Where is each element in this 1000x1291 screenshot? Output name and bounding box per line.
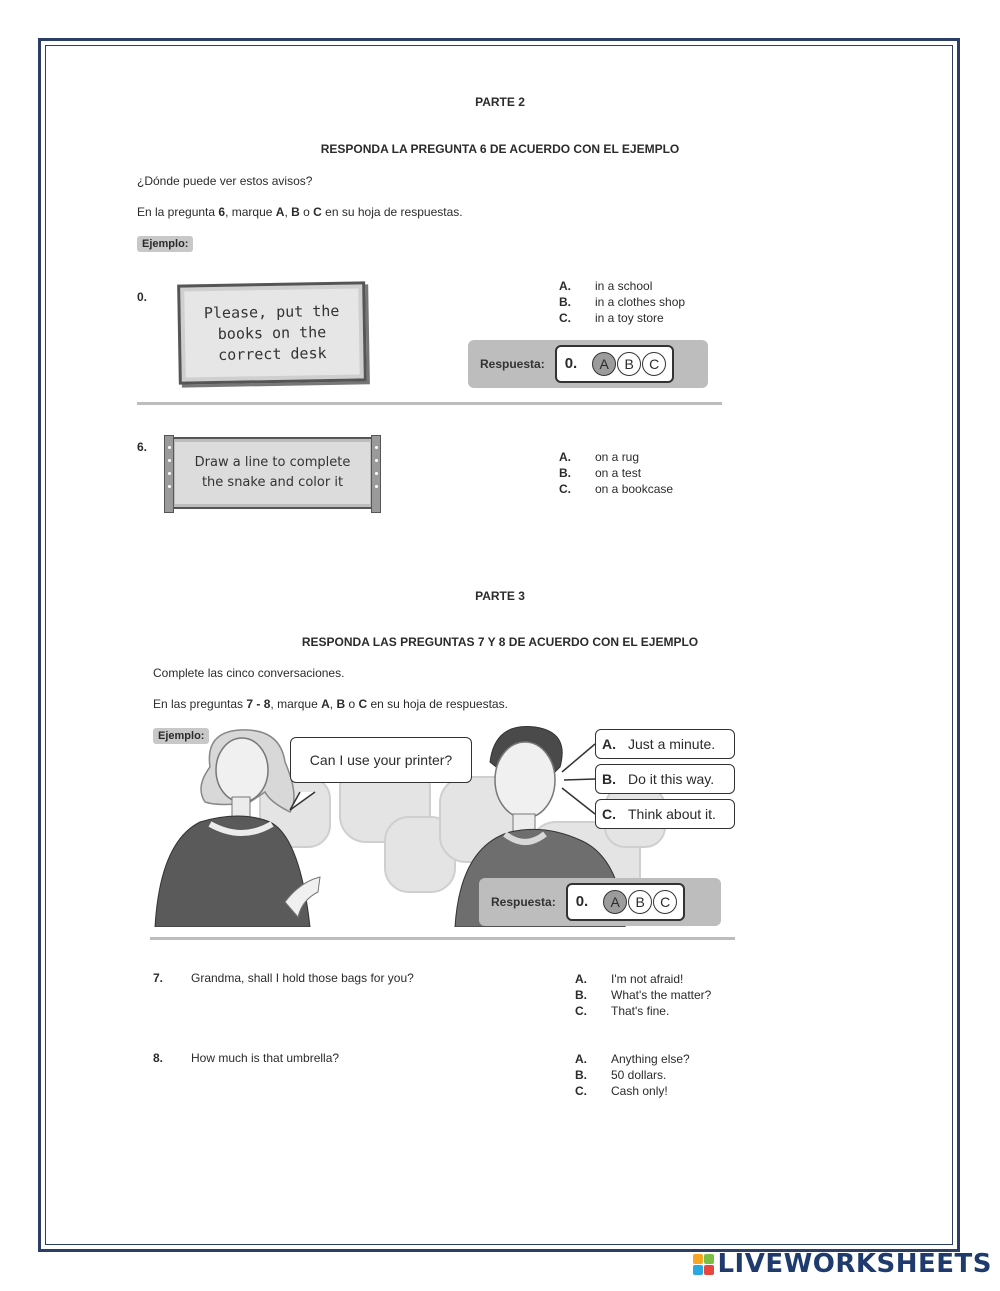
parte2-instruction: En la pregunta 6, marque A, B o C en su hoja de respuestas. [137, 205, 463, 219]
reply-option-c: C. Think about it. [595, 799, 735, 829]
example-number: 0. [137, 290, 148, 304]
answer-box-3: Respuesta: 0. A B C [479, 878, 721, 926]
sign-line: correct desk [218, 343, 327, 364]
sign-line: books on the [217, 322, 327, 343]
option-row[interactable]: C. That's fine. [575, 1004, 670, 1018]
sign-line: the snake and color it [201, 475, 344, 490]
parte2-question: ¿Dónde puede ver estos avisos? [137, 174, 313, 188]
q8-options [575, 1051, 690, 1099]
parte3-instruction: En las preguntas 7 - 8, marque A, B o C en su hoja de respuestas. [153, 697, 508, 711]
brand-name: LIVEWORKSHEETS [717, 1249, 992, 1279]
parte2-subtitle: RESPONDA LA PREGUNTA 6 DE ACUERDO CON EL EJEMPLO [320, 142, 680, 156]
q6-sign [170, 437, 375, 509]
example-sign [177, 281, 367, 384]
answer-value: 0. A B C [555, 345, 675, 383]
liveworksheets-logo-icon [693, 1254, 714, 1275]
answer-value: 0. A B C [566, 883, 686, 921]
liveworksheets-brand[interactable] [693, 1249, 992, 1279]
answer-bubble-a[interactable]: A [592, 352, 616, 376]
ejemplo-tag: Ejemplo: [137, 236, 193, 252]
option-row: B. in a clothes shop [559, 295, 686, 309]
answer-bubble-b[interactable]: B [617, 352, 641, 376]
answer-bubble-c[interactable]: C [653, 890, 677, 914]
option-row[interactable]: B. on a test [559, 466, 642, 480]
option-row[interactable]: A. Anything else? [575, 1052, 690, 1066]
option-row[interactable]: B. 50 dollars. [575, 1068, 667, 1082]
option-row[interactable]: B. What's the matter? [575, 988, 712, 1002]
example-options [559, 278, 685, 326]
parte3-question: Complete las cinco conversaciones. [153, 666, 345, 680]
ejemplo-tag-3: Ejemplo: [153, 728, 209, 744]
q7: 7. Grandma, shall I hold those bags for you? [153, 971, 414, 985]
answer-bubble-a[interactable]: A [603, 890, 627, 914]
option-row[interactable]: A. I'm not afraid! [575, 972, 684, 986]
sign-line: Please, put the [203, 301, 340, 322]
parte2-title: PARTE 2 [475, 95, 525, 109]
answer-box: Respuesta: 0. A B C [468, 340, 708, 388]
q8: 8. How much is that umbrella? [153, 1051, 340, 1065]
divider [137, 402, 722, 405]
option-row[interactable]: C. on a bookcase [559, 482, 674, 496]
speech-bubble: Can I use your printer? [290, 737, 472, 783]
q6-options [559, 449, 673, 497]
q6-number: 6. [137, 440, 148, 454]
reply-option-b: B. Do it this way. [595, 764, 735, 794]
speech-lines-icon [562, 744, 595, 814]
reply-option-a: A. Just a minute. [595, 729, 735, 759]
option-row: C. in a toy store [559, 311, 664, 325]
q7-options [575, 971, 711, 1019]
option-row[interactable]: A. on a rug [559, 450, 640, 464]
option-row[interactable]: C. Cash only! [575, 1084, 668, 1098]
parte3-subtitle: RESPONDA LAS PREGUNTAS 7 Y 8 DE ACUERDO CON EL EJEMPLO [301, 635, 699, 649]
sign-line: Draw a line to complete [194, 455, 351, 470]
answer-bubble-c[interactable]: C [642, 352, 666, 376]
answer-bubble-b[interactable]: B [628, 890, 652, 914]
parte3-title: PARTE 3 [475, 589, 525, 603]
divider-3 [150, 937, 735, 940]
option-row: A. in a school [559, 279, 653, 293]
